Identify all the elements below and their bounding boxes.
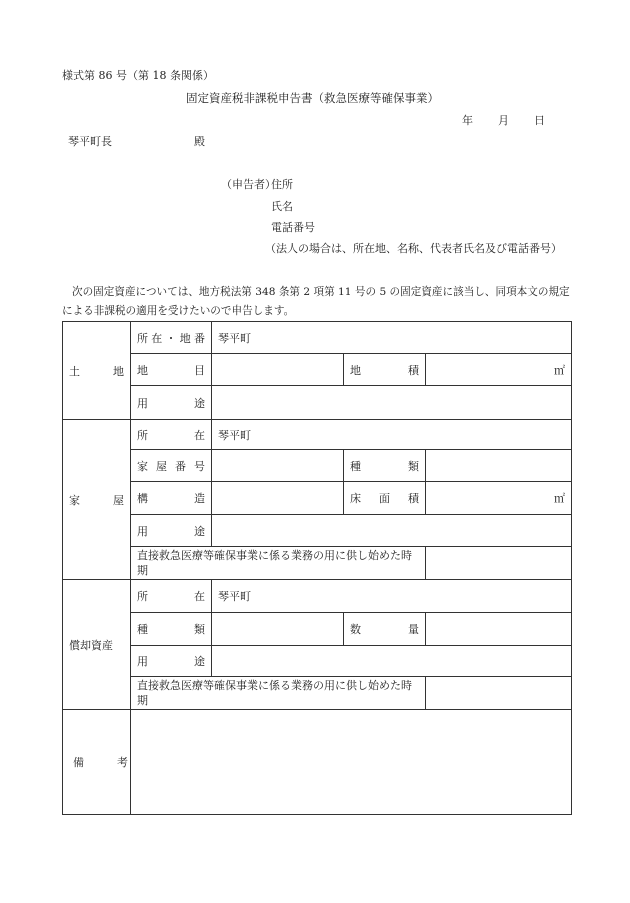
house-kind-field[interactable] xyxy=(426,450,572,482)
statement-line-2: による非課税の適用を受けたいので申告します。 xyxy=(62,305,295,317)
depreciable-location-field[interactable]: 琴平町 xyxy=(212,580,572,613)
land-category-label: 地 目 xyxy=(131,354,212,386)
depreciable-use-label: 用 途 xyxy=(131,646,212,677)
depreciable-kind-field[interactable] xyxy=(212,613,344,646)
applicant-name-label: 氏名 xyxy=(271,200,293,213)
house-number-label: 家 屋 番 号 xyxy=(131,450,212,482)
land-use-field[interactable] xyxy=(212,386,572,420)
applicant-address-label: 住所 xyxy=(271,178,293,191)
house-kind-label: 種 類 xyxy=(344,450,426,482)
house-category: 家 屋 xyxy=(63,420,131,580)
house-floor-area-label: 床 面 積 xyxy=(344,482,426,515)
house-use-label: 用 途 xyxy=(131,515,212,547)
land-location-label: 所 在 ・ 地 番 xyxy=(131,322,212,354)
remarks-category: 備 考 xyxy=(63,710,131,815)
date-day: 日 xyxy=(534,114,545,127)
date-month: 月 xyxy=(498,114,509,127)
house-floor-area-field[interactable] xyxy=(426,482,572,515)
square-meter-unit: ㎡ xyxy=(554,492,566,505)
declaration-table xyxy=(62,321,572,815)
land-location-field[interactable]: 琴平町 xyxy=(212,322,572,354)
depreciable-use-field[interactable] xyxy=(212,646,572,677)
house-location-field[interactable]: 琴平町 xyxy=(212,420,572,450)
land-use-label: 用 途 xyxy=(131,386,212,420)
date-year: 年 xyxy=(462,114,473,127)
house-use-field[interactable] xyxy=(212,515,572,547)
applicant-role: （申告者） xyxy=(221,178,276,191)
depreciable-location-label: 所 在 xyxy=(131,580,212,613)
depreciable-start-date-field[interactable] xyxy=(426,677,572,710)
land-category: 土 地 xyxy=(63,322,131,420)
recipient: 琴平町長 xyxy=(68,135,112,148)
house-start-date-field[interactable] xyxy=(426,547,572,580)
land-area-field[interactable] xyxy=(426,354,572,386)
house-start-date-label: 直接救急医療等確保事業に係る業務の用に供し始めた時期 xyxy=(131,547,426,580)
land-area-label: 地 積 xyxy=(344,354,426,386)
house-number-field[interactable] xyxy=(212,450,344,482)
depreciable-quantity-label: 数 量 xyxy=(344,613,426,646)
honorific: 殿 xyxy=(194,135,205,148)
form-number: 様式第 86 号（第 18 条関係） xyxy=(62,69,214,82)
document-title: 固定資産税非課税申告書（救急医療等確保事業） xyxy=(186,91,439,105)
depreciable-category: 償却資産 xyxy=(63,580,131,710)
applicant-phone-label: 電話番号 xyxy=(271,221,315,234)
house-location-label: 所 在 xyxy=(131,420,212,450)
depreciable-start-date-label: 直接救急医療等確保事業に係る業務の用に供し始めた時期 xyxy=(131,677,426,710)
statement-line-1: 次の固定資産については、地方税法第 348 条第 2 項第 11 号の 5 の固定資産に該当し、同項本文の規定 xyxy=(72,286,570,298)
house-structure-field[interactable] xyxy=(212,482,344,515)
house-structure-label: 構 造 xyxy=(131,482,212,515)
applicant-corporate-note: （法人の場合は、所在地、名称、代表者氏名及び電話番号） xyxy=(265,242,562,255)
square-meter-unit: ㎡ xyxy=(554,363,566,377)
land-category-field[interactable] xyxy=(212,354,344,386)
depreciable-kind-label: 種 類 xyxy=(131,613,212,646)
depreciable-quantity-field[interactable] xyxy=(426,613,572,646)
remarks-field[interactable] xyxy=(131,710,572,815)
